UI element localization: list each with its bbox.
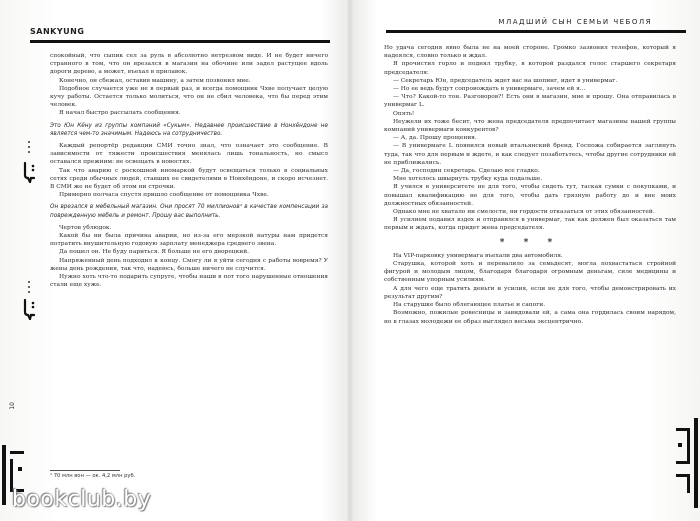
paragraph: — А, да. Прошу прощения. (393, 135, 477, 142)
paragraph: Я прочистил горло и поднял трубку, в которой раздался голос старшего секретаря председателя: (384, 61, 676, 76)
paragraph: Чертов ублюдок. (59, 224, 112, 231)
left-page-number: 10 (9, 402, 16, 410)
right-page (350, 0, 700, 521)
paragraph: Подобное случается уже не в первый раз, и всегда помощник Чхве получает целую кучу работы. Остается только молиться, что он не сбил человека, что бы перед этим человек. (50, 85, 328, 109)
paragraph: Он врезался в мебельный магазин. Они просят 70 миллионов¹ в качестве компенсации за поврежденную мебель и ремонт. Прошу вас выполнить. (50, 204, 328, 219)
paragraph: Напряженный день подходил к концу. Смогу ли я уйти сегодня с работы вовремя? У жены день рождения, так что, надеюсь, больше ничего не случится. (50, 257, 328, 272)
paragraph: Старушка, которой хоть и перевалило за семьдесят, могла похвастаться стройной фигурой и молодым лицом, благодаря благодаря огромным деньгам, силе медицины и собственным упорным усилиям. (384, 261, 676, 284)
paragraph: Каждый репортёр редакции СМИ точно знал, что означает это сообщение. В зависимости от тяжести происшествия менялась лишь тональность, но смысл оставался прежним: не освещать в новостях. (50, 143, 328, 166)
right-header-rule (386, 30, 686, 33)
paragraph: Какой бы ни была причина аварии, но из-за его мерзкой натуры нам придется потратить внушительную годовую зарплату менеджера среднего звена. (50, 233, 328, 248)
paragraph: — В универмаге L появился новый итальянский бренд. Госпожа собирается заглянуть туда, так что для первым и ждете, и как следует позаботьтесь, чтобы другие сотрудники ей не приближались. (384, 143, 676, 166)
paragraph: — Но ее ведь будут сопровождать в универмаге, зачем ей я... (393, 86, 586, 93)
left-page-header: SANKYUNG (30, 27, 85, 36)
paragraph: Я учился в университете не для того, чтобы сидеть тут, таская сумки с покупками, и повышал квалификацию не для того, чтобы дать грязную работу до и вне моих должностных обязанностей. (384, 184, 676, 207)
paragraph: Нужно хоть что-то подарить супруге, чтобы наши в пот того нарушенные отношения стали еще хуже. (50, 274, 328, 289)
watermark: bookclub.by (12, 487, 152, 512)
paragraph: Да пошел он. Не буду париться. Я больше не его дворецкий. (59, 249, 249, 256)
paragraph: Опять! (393, 110, 415, 117)
paragraph: — Да, господин секретарь. Сделаю все гладко. (393, 168, 540, 175)
sms-message-icon (22, 161, 40, 185)
paragraph: Но удача сегодня явно была не на моей стороне. Громко зазвонил телефон, который я надеялся, словно только и ждал. (384, 45, 676, 60)
margin-dots-icon (26, 140, 34, 160)
paragraph: Я усилием подавил вздох и отправился в универмаг, так как должен был оказаться там первым и ждать, когда придет жена председателя. (384, 217, 676, 232)
paragraph: На VIP-парковку универмага въехали два автомобиля. (393, 252, 563, 259)
paragraph: На старушке было облегающее платье и сапоги. (393, 302, 546, 309)
sms-message-icon-2 (22, 298, 40, 322)
right-page-header: МЛАДШИЙ СЫН СЕМЬИ ЧЕБОЛЯ (498, 18, 652, 26)
paragraph: Примерно полчаса спустя пришло сообщение от помощника Чхве. (59, 192, 269, 199)
paragraph: Мне хотелось швырнуть трубку куда подальше. (393, 176, 543, 183)
margin-dots-icon-2 (26, 280, 34, 300)
paragraph: Я начал быстро рассылать сообщения. (59, 110, 181, 117)
right-body-top (384, 44, 676, 233)
right-page-body (384, 44, 676, 326)
paragraph: А для чего еще тратить деньги и усилия, если не для того, чтобы демонстрировать их результат другим? (384, 285, 676, 300)
paragraph: Так что аварию с роскошной иномаркой будут освещаться только в социальных сетях среди обычных людей, ставших ее свидетелями в Нонхёндоне, и скоро исчезнет. В СМИ же не будет об этом ни строчки. (50, 167, 328, 191)
paragraph: спокойный, что сыпик сел за руль в абсолютно нетрезвом виде. И не будет ничего странного в том, что он врезался в магазин на обочине или задел растущее вдоль дороги дерево, а может, въехал в прилавок. (50, 53, 328, 76)
right-body-bottom (384, 252, 676, 326)
paragraph: Конечно, он сбежал, оставив машину, а затем позвонил мне. (59, 77, 251, 84)
paragraph: Неужели их тоже бесит, что жена председателя предпочитает магазины нашей группы компаний универмаги конкурентов? (384, 118, 676, 134)
paragraph: — Секретарь Юн, председатель ждет вас на шопинг, идет в универмаг. (393, 77, 618, 84)
paragraph: Возможно, пожилые ровесницы и завидовали ей, а сама она гордилась своим нарядом, но в глазах молодежи ее образ выглядел весьма эксцентрично. (384, 310, 676, 325)
footnote-rule (50, 470, 120, 471)
paragraph: — Что? Какой-то тон. Разговоров?! Есть они в магазин, мне и прошу. Она отправилась в универмаг L. (384, 94, 676, 109)
paragraph: Однако мне не хватало ни смелости, ни гордости отказаться от этих обязанностей. (393, 209, 655, 216)
left-header-rule (30, 40, 330, 43)
right-edge-tab (670, 418, 700, 508)
paragraph: Это Юн Кёну из группы компаний «Сукым». Недавнее происшествие в Нонхёндоне не является чем-то значимым. Надеюсь на сотрудничество. (50, 122, 328, 137)
section-break-stars: * * * (499, 237, 561, 248)
left-page-body (50, 52, 328, 289)
footnote: ¹ 70 млн вон — ок. 4,2 млн руб. (50, 473, 136, 479)
